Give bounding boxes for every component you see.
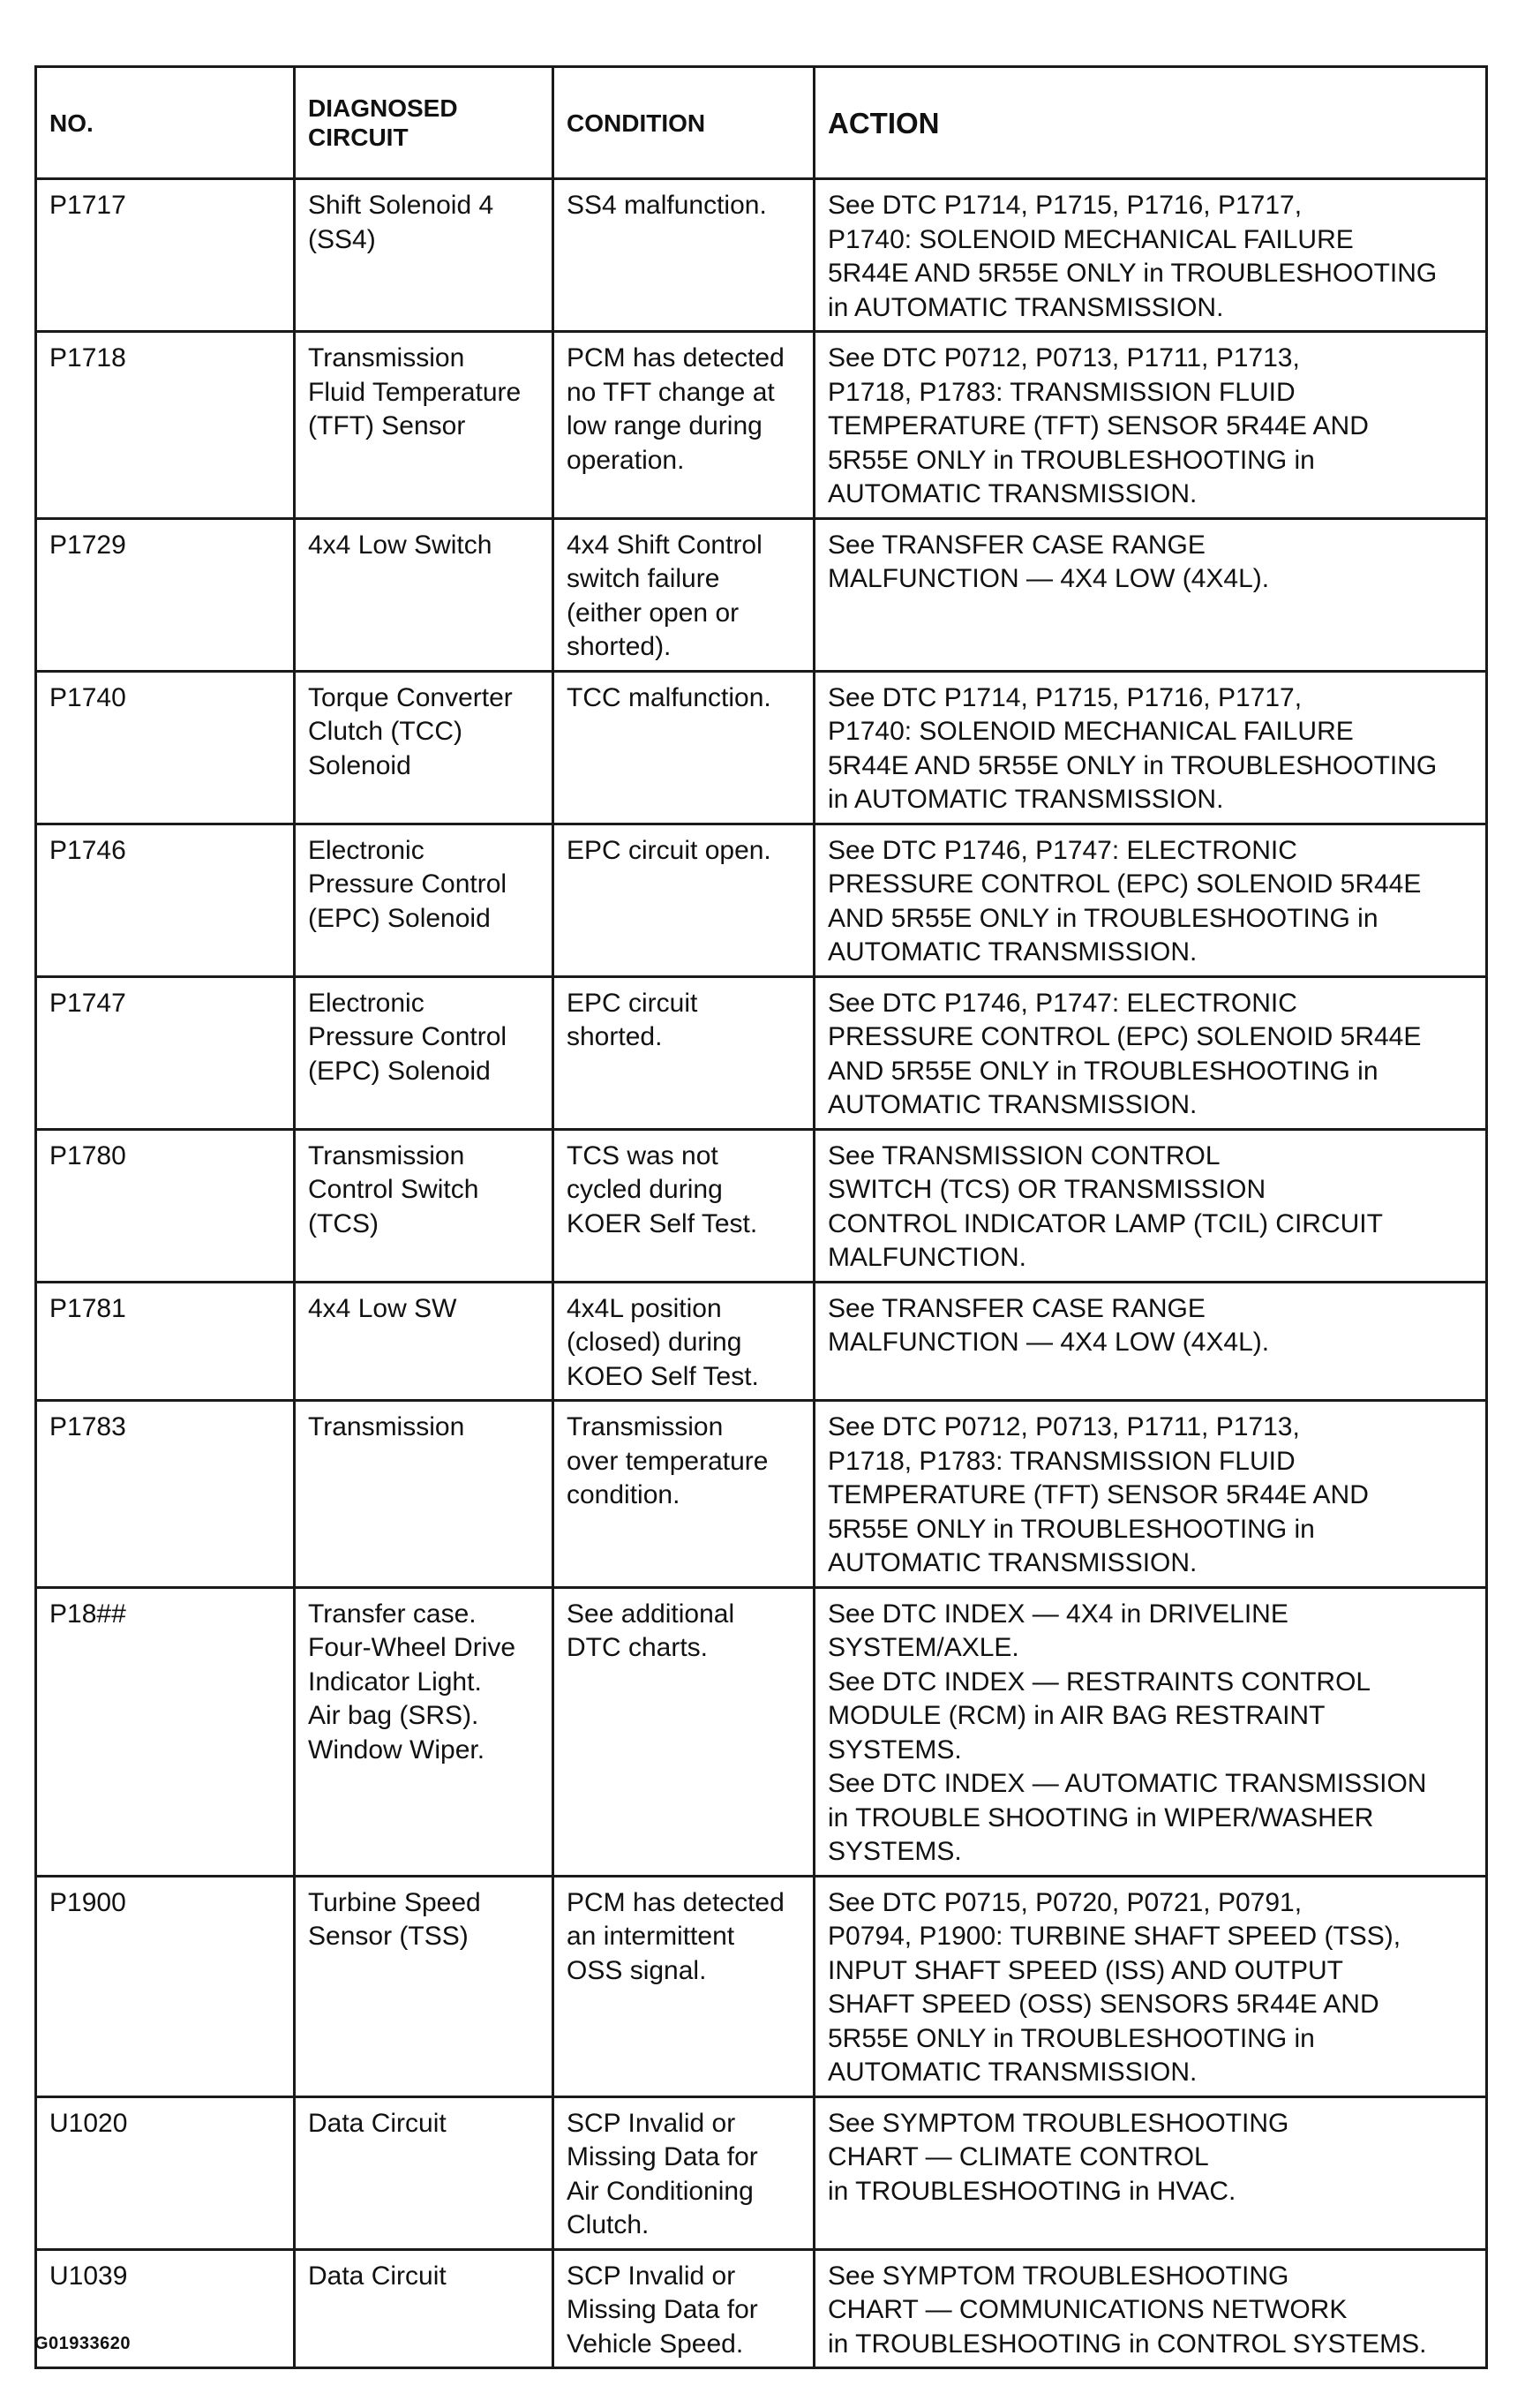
table-row bbox=[36, 518, 1487, 671]
cell-line: MALFUNCTION — 4X4 LOW (4X4L). bbox=[828, 564, 1270, 593]
cell-line: See DTC INDEX — 4X4 in DRIVELINE bbox=[828, 1599, 1288, 1629]
cell-diagnosed-circuit bbox=[295, 332, 553, 519]
cell-diagnosed-circuit bbox=[295, 1129, 553, 1282]
cell-line: Transmission bbox=[308, 1412, 465, 1441]
cell-line: Solenoid bbox=[308, 750, 411, 780]
cell-line: EPC circuit open. bbox=[567, 835, 771, 865]
cell-line: TEMPERATURE (TFT) SENSOR 5R44E AND bbox=[828, 1480, 1369, 1509]
cell-line: Control Switch bbox=[308, 1175, 479, 1204]
cell-diagnosed-circuit bbox=[295, 179, 553, 332]
cell-line: SYSTEMS. bbox=[828, 1735, 962, 1765]
cell-line: Clutch (TCC) bbox=[308, 717, 463, 746]
cell-line: TCC malfunction. bbox=[567, 682, 771, 712]
cell-line: operation. bbox=[567, 445, 685, 475]
cell-line: CONTROL INDICATOR LAMP (TCIL) CIRCUIT bbox=[828, 1208, 1383, 1238]
cell-line: TCS was not bbox=[567, 1140, 718, 1170]
cell-line: (either open or bbox=[567, 598, 740, 628]
cell-action bbox=[815, 332, 1487, 519]
table-row bbox=[36, 671, 1487, 824]
cell-diagnosed-circuit bbox=[295, 976, 553, 1129]
cell-action bbox=[815, 179, 1487, 332]
cell-line: in TROUBLESHOOTING in CONTROL SYSTEMS. bbox=[828, 2329, 1427, 2359]
cell-line: MALFUNCTION. bbox=[828, 1243, 1026, 1272]
table-row bbox=[36, 1587, 1487, 1876]
cell-line: (EPC) Solenoid bbox=[308, 903, 491, 933]
cell-line: AUTOMATIC TRANSMISSION. bbox=[828, 1548, 1198, 1577]
cell-line: See DTC P1746, P1747: ELECTRONIC bbox=[828, 835, 1297, 865]
cell-line: See DTC INDEX — AUTOMATIC TRANSMISSION bbox=[828, 1769, 1427, 1798]
cell-action bbox=[815, 518, 1487, 671]
cell-line: PRESSURE CONTROL (EPC) SOLENOID 5R44E bbox=[828, 1022, 1422, 1051]
cell-line: P1718, P1783: TRANSMISSION FLUID bbox=[828, 377, 1296, 407]
cell-diagnosed-circuit bbox=[295, 518, 553, 671]
table-row bbox=[36, 179, 1487, 332]
cell-action bbox=[815, 1876, 1487, 2096]
table-row bbox=[36, 2096, 1487, 2249]
cell-line: Pressure Control bbox=[308, 1022, 507, 1051]
cell-line: See TRANSFER CASE RANGE bbox=[828, 1293, 1206, 1323]
cell-condition bbox=[553, 976, 815, 1129]
cell-line: DTC charts. bbox=[567, 1633, 709, 1662]
cell-line: AND 5R55E ONLY in TROUBLESHOOTING in bbox=[828, 903, 1379, 933]
cell-line: shorted). bbox=[567, 632, 672, 661]
cell-condition bbox=[553, 332, 815, 519]
cell-line: Window Wiper. bbox=[308, 1735, 485, 1765]
cell-line: 5R44E AND 5R55E ONLY in TROUBLESHOOTING bbox=[828, 750, 1438, 780]
cell-line: SHAFT SPEED (OSS) SENSORS 5R44E AND bbox=[828, 1990, 1379, 2019]
cell-condition bbox=[553, 1282, 815, 1401]
cell-condition bbox=[553, 1129, 815, 1282]
cell-line: Turbine Speed bbox=[308, 1887, 481, 1917]
cell-line: Electronic bbox=[308, 988, 424, 1018]
cell-line: SCP Invalid or bbox=[567, 2108, 736, 2138]
cell-line: KOEO Self Test. bbox=[567, 1361, 759, 1391]
cell-line: CIRCUIT bbox=[308, 124, 409, 151]
cell-condition bbox=[553, 671, 815, 824]
cell-line: Transmission bbox=[567, 1412, 724, 1441]
cell-line: Pressure Control bbox=[308, 869, 507, 899]
cell-dtc-number: P1729 bbox=[36, 518, 295, 671]
cell-diagnosed-circuit bbox=[295, 1876, 553, 2096]
cell-line: P1740: SOLENOID MECHANICAL FAILURE bbox=[828, 224, 1354, 254]
cell-line: OSS signal. bbox=[567, 1955, 707, 1985]
table-row bbox=[36, 2249, 1487, 2368]
cell-line: P1740: SOLENOID MECHANICAL FAILURE bbox=[828, 717, 1354, 746]
cell-line: 4x4L position bbox=[567, 1293, 722, 1323]
cell-condition bbox=[553, 824, 815, 976]
cell-line: NO. bbox=[49, 109, 94, 137]
cell-action bbox=[815, 2096, 1487, 2249]
cell-line: condition. bbox=[567, 1480, 680, 1509]
cell-line: SS4 malfunction. bbox=[567, 191, 767, 220]
cell-action bbox=[815, 1282, 1487, 1401]
cell-line: Electronic bbox=[308, 835, 424, 865]
cell-action bbox=[815, 1129, 1487, 1282]
cell-line: INPUT SHAFT SPEED (ISS) AND OUTPUT bbox=[828, 1955, 1343, 1985]
table-row bbox=[36, 824, 1487, 976]
cell-condition bbox=[553, 1401, 815, 1588]
cell-line: MALFUNCTION — 4X4 LOW (4X4L). bbox=[828, 1328, 1270, 1357]
cell-line: 5R44E AND 5R55E ONLY in TROUBLESHOOTING bbox=[828, 259, 1438, 288]
cell-line: Shift Solenoid 4 bbox=[308, 191, 494, 220]
cell-line: Sensor (TSS) bbox=[308, 1922, 469, 1951]
cell-line: Transmission bbox=[308, 1140, 465, 1170]
cell-dtc-number: P1718 bbox=[36, 332, 295, 519]
cell-line: Air bag (SRS). bbox=[308, 1701, 479, 1730]
table-row bbox=[36, 1401, 1487, 1588]
cell-line: Clutch. bbox=[567, 2210, 650, 2239]
cell-line: CHART — CLIMATE CONTROL bbox=[828, 2142, 1209, 2171]
cell-line: See DTC P0712, P0713, P1711, P1713, bbox=[828, 343, 1300, 372]
cell-line: Four-Wheel Drive bbox=[308, 1633, 516, 1662]
cell-line: in TROUBLE SHOOTING in WIPER/WASHER bbox=[828, 1802, 1374, 1832]
dtc-table bbox=[34, 65, 1488, 2369]
cell-dtc-number: U1039 bbox=[36, 2249, 295, 2368]
cell-dtc-number: P1747 bbox=[36, 976, 295, 1129]
cell-line: SCP Invalid or bbox=[567, 2261, 736, 2291]
table-row bbox=[36, 1282, 1487, 1401]
cell-line: See DTC P0712, P0713, P1711, P1713, bbox=[828, 1412, 1300, 1441]
cell-dtc-number: P1900 bbox=[36, 1876, 295, 2096]
cell-line: AUTOMATIC TRANSMISSION. bbox=[828, 2058, 1198, 2087]
cell-dtc-number: P1740 bbox=[36, 671, 295, 824]
cell-line: SYSTEM/AXLE. bbox=[828, 1633, 1019, 1662]
cell-line: Vehicle Speed. bbox=[567, 2329, 744, 2359]
cell-line: Transfer case. bbox=[308, 1599, 477, 1629]
table-header-row bbox=[36, 67, 1487, 179]
cell-line: (SS4) bbox=[308, 224, 376, 254]
cell-line: in AUTOMATIC TRANSMISSION. bbox=[828, 785, 1224, 814]
cell-action bbox=[815, 824, 1487, 976]
cell-line: ACTION bbox=[828, 106, 940, 139]
cell-action bbox=[815, 1587, 1487, 1876]
cell-line: AUTOMATIC TRANSMISSION. bbox=[828, 479, 1198, 508]
cell-line: DIAGNOSED bbox=[308, 94, 458, 122]
cell-line: over temperature bbox=[567, 1446, 769, 1476]
cell-condition bbox=[553, 179, 815, 332]
cell-line: Torque Converter bbox=[308, 682, 513, 712]
cell-condition bbox=[553, 1587, 815, 1876]
cell-diagnosed-circuit bbox=[295, 1401, 553, 1588]
cell-line: (TCS) bbox=[308, 1208, 379, 1238]
cell-line: no TFT change at bbox=[567, 377, 775, 407]
header-condition bbox=[553, 67, 815, 179]
cell-line: See additional bbox=[567, 1599, 735, 1629]
cell-line: Transmission bbox=[308, 343, 465, 372]
cell-line: P1718, P1783: TRANSMISSION FLUID bbox=[828, 1446, 1296, 1476]
cell-diagnosed-circuit bbox=[295, 2096, 553, 2249]
cell-line: See DTC P0715, P0720, P0721, P0791, bbox=[828, 1887, 1303, 1917]
cell-condition bbox=[553, 2096, 815, 2249]
cell-line: switch failure bbox=[567, 564, 720, 593]
cell-line: KOER Self Test. bbox=[567, 1208, 758, 1238]
table-row bbox=[36, 1129, 1487, 1282]
cell-condition bbox=[553, 2249, 815, 2368]
cell-line: CONDITION bbox=[567, 109, 706, 137]
cell-action bbox=[815, 1401, 1487, 1588]
cell-line: AND 5R55E ONLY in TROUBLESHOOTING in bbox=[828, 1056, 1379, 1086]
header-no bbox=[36, 67, 295, 179]
cell-dtc-number: P1781 bbox=[36, 1282, 295, 1401]
cell-line: Indicator Light. bbox=[308, 1667, 482, 1697]
table-body bbox=[36, 179, 1487, 2368]
cell-dtc-number: P1717 bbox=[36, 179, 295, 332]
cell-line: Missing Data for bbox=[567, 2295, 758, 2324]
cell-dtc-number: P1780 bbox=[36, 1129, 295, 1282]
header-action bbox=[815, 67, 1487, 179]
cell-line: See SYMPTOM TROUBLESHOOTING bbox=[828, 2261, 1289, 2291]
cell-line: shorted. bbox=[567, 1022, 663, 1051]
cell-dtc-number: U1020 bbox=[36, 2096, 295, 2249]
cell-line: P0794, P1900: TURBINE SHAFT SPEED (TSS), bbox=[828, 1922, 1401, 1951]
cell-line: See TRANSMISSION CONTROL bbox=[828, 1140, 1221, 1170]
cell-line: PCM has detected bbox=[567, 343, 785, 372]
cell-line: (closed) during bbox=[567, 1328, 742, 1357]
cell-diagnosed-circuit bbox=[295, 824, 553, 976]
cell-line: AUTOMATIC TRANSMISSION. bbox=[828, 1090, 1198, 1119]
cell-line: See SYMPTOM TROUBLESHOOTING bbox=[828, 2108, 1289, 2138]
cell-line: an intermittent bbox=[567, 1922, 735, 1951]
cell-dtc-number: P18## bbox=[36, 1587, 295, 1876]
cell-diagnosed-circuit bbox=[295, 2249, 553, 2368]
cell-line: TEMPERATURE (TFT) SENSOR 5R44E AND bbox=[828, 411, 1369, 440]
cell-action bbox=[815, 976, 1487, 1129]
cell-line: low range during bbox=[567, 411, 762, 440]
cell-action bbox=[815, 2249, 1487, 2368]
cell-line: SWITCH (TCS) OR TRANSMISSION bbox=[828, 1175, 1266, 1204]
cell-diagnosed-circuit bbox=[295, 1587, 553, 1876]
cell-diagnosed-circuit bbox=[295, 1282, 553, 1401]
cell-line: Missing Data for bbox=[567, 2142, 758, 2171]
header-diagnosed-circuit bbox=[295, 67, 553, 179]
cell-line: See DTC P1714, P1715, P1716, P1717, bbox=[828, 191, 1303, 220]
cell-line: PRESSURE CONTROL (EPC) SOLENOID 5R44E bbox=[828, 869, 1422, 899]
figure-id: G01933620 bbox=[34, 2334, 131, 2353]
cell-dtc-number: P1746 bbox=[36, 824, 295, 976]
cell-line: Air Conditioning bbox=[567, 2176, 754, 2206]
cell-line: Data Circuit bbox=[308, 2108, 447, 2138]
cell-line: 5R55E ONLY in TROUBLESHOOTING in bbox=[828, 445, 1315, 475]
cell-condition bbox=[553, 1876, 815, 2096]
cell-line: Data Circuit bbox=[308, 2261, 447, 2291]
cell-line: See DTC INDEX — RESTRAINTS CONTROL bbox=[828, 1667, 1371, 1697]
table-row bbox=[36, 976, 1487, 1129]
cell-line: PCM has detected bbox=[567, 1887, 785, 1917]
cell-line: MODULE (RCM) in AIR BAG RESTRAINT bbox=[828, 1701, 1326, 1730]
cell-line: in AUTOMATIC TRANSMISSION. bbox=[828, 292, 1224, 322]
cell-line: 4x4 Shift Control bbox=[567, 530, 762, 560]
cell-line: AUTOMATIC TRANSMISSION. bbox=[828, 937, 1198, 967]
cell-line: in TROUBLESHOOTING in HVAC. bbox=[828, 2176, 1236, 2206]
table-row bbox=[36, 332, 1487, 519]
cell-action bbox=[815, 671, 1487, 824]
cell-line: EPC circuit bbox=[567, 988, 698, 1018]
cell-line: See DTC P1714, P1715, P1716, P1717, bbox=[828, 682, 1303, 712]
cell-line: SYSTEMS. bbox=[828, 1837, 962, 1866]
cell-condition bbox=[553, 518, 815, 671]
table-row bbox=[36, 1876, 1487, 2096]
cell-line: (TFT) Sensor bbox=[308, 411, 466, 440]
cell-line: See TRANSFER CASE RANGE bbox=[828, 530, 1206, 560]
cell-line: See DTC P1746, P1747: ELECTRONIC bbox=[828, 988, 1297, 1018]
cell-line: 4x4 Low Switch bbox=[308, 530, 492, 560]
cell-line: cycled during bbox=[567, 1175, 723, 1204]
cell-line: 4x4 Low SW bbox=[308, 1293, 457, 1323]
cell-line: CHART — COMMUNICATIONS NETWORK bbox=[828, 2295, 1348, 2324]
cell-line: 5R55E ONLY in TROUBLESHOOTING in bbox=[828, 2023, 1315, 2053]
cell-diagnosed-circuit bbox=[295, 671, 553, 824]
cell-dtc-number: P1783 bbox=[36, 1401, 295, 1588]
cell-line: 5R55E ONLY in TROUBLESHOOTING in bbox=[828, 1514, 1315, 1544]
cell-line: (EPC) Solenoid bbox=[308, 1056, 491, 1086]
cell-line: Fluid Temperature bbox=[308, 377, 522, 407]
